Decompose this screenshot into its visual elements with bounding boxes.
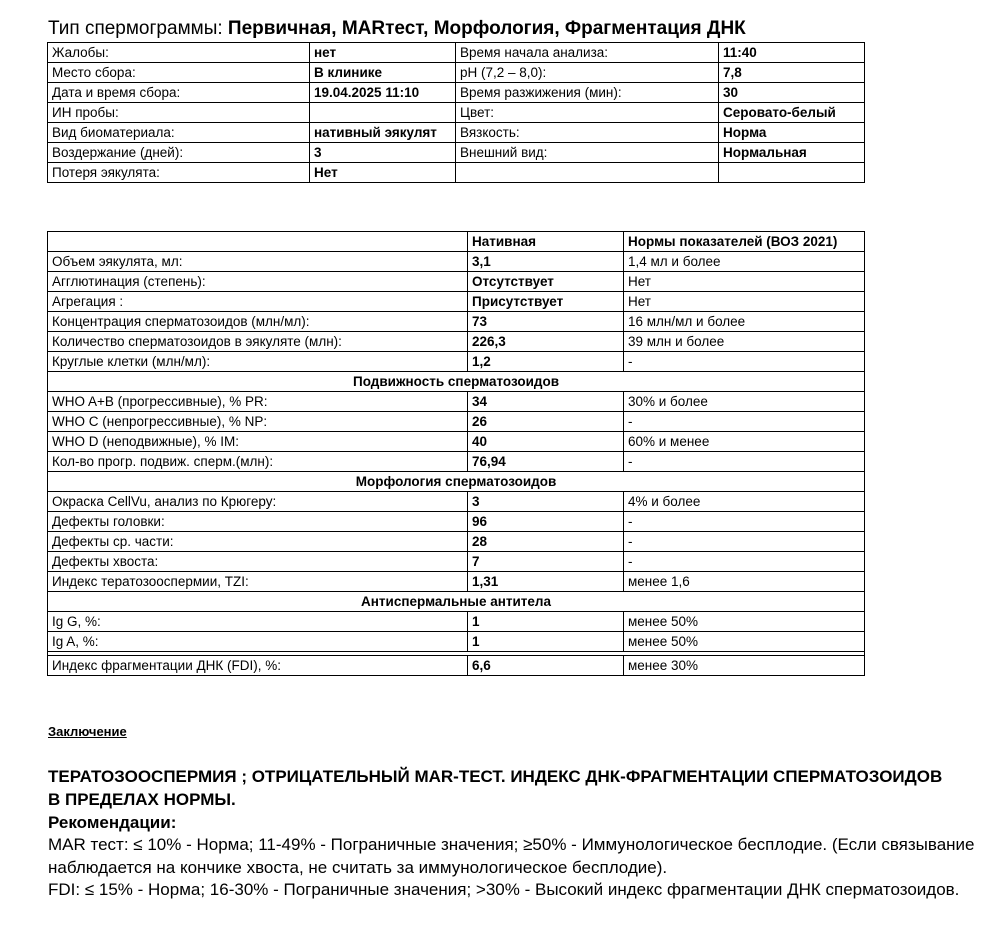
info-value-2: Нормальная (719, 143, 865, 163)
result-name: WHO A+B (прогрессивные), % PR: (48, 392, 468, 412)
result-norm: 60% и менее (624, 432, 865, 452)
result-row (48, 532, 865, 552)
result-name: Индекс фрагментации ДНК (FDI), %: (48, 656, 468, 676)
info-value-2: Норма (719, 123, 865, 143)
info-label-2: Время начала анализа: (456, 43, 719, 63)
info-row (48, 43, 865, 63)
result-row (48, 312, 865, 332)
result-norm: 39 млн и более (624, 332, 865, 352)
conclusion-label: Заключение (48, 724, 127, 739)
result-value: Присутствует (468, 292, 624, 312)
result-row (48, 332, 865, 352)
info-value: 19.04.2025 11:10 (310, 83, 456, 103)
result-value: 1,2 (468, 352, 624, 372)
title-prefix: Тип спермограммы: (48, 18, 228, 39)
result-name: Ig G, %: (48, 612, 468, 632)
result-name: Кол-во прогр. подвиж. сперм.(млн): (48, 452, 468, 472)
result-value: 3 (468, 492, 624, 512)
result-name: Дефекты хвоста: (48, 552, 468, 572)
result-row (48, 392, 865, 412)
result-value: 1 (468, 632, 624, 652)
result-norm: 30% и более (624, 392, 865, 412)
result-row (48, 452, 865, 472)
info-value: В клинике (310, 63, 456, 83)
result-norm: Нет (624, 292, 865, 312)
result-name: WHO D (неподвижные), % IM: (48, 432, 468, 452)
info-label: Дата и время сбора: (48, 83, 310, 103)
result-value: 73 (468, 312, 624, 332)
result-value: 28 (468, 532, 624, 552)
result-value: 40 (468, 432, 624, 452)
result-row (48, 272, 865, 292)
result-row (48, 512, 865, 532)
info-label-2 (456, 163, 719, 183)
result-row (48, 632, 865, 652)
result-row (48, 292, 865, 312)
result-name: Окраска CellVu, анализ по Крюгеру: (48, 492, 468, 512)
result-norm: Нет (624, 272, 865, 292)
result-norm: 4% и более (624, 492, 865, 512)
result-value: 7 (468, 552, 624, 572)
section-row (48, 592, 865, 612)
info-label: Потеря эякулята: (48, 163, 310, 183)
result-name: Агглютинация (степень): (48, 272, 468, 292)
result-norm: менее 1,6 (624, 572, 865, 592)
result-norm: - (624, 552, 865, 572)
result-name: Дефекты головки: (48, 512, 468, 532)
result-name: Количество сперматозоидов в эякуляте (млн): (48, 332, 468, 352)
result-name: Индекс тератозооспермии, TZI: (48, 572, 468, 592)
info-row (48, 103, 865, 123)
result-value: 1,31 (468, 572, 624, 592)
section-morphology: Морфология сперматозоидов (48, 472, 865, 492)
results-table (47, 231, 865, 676)
result-name: Объем эякулята, мл: (48, 252, 468, 272)
result-value: 6,6 (468, 656, 624, 676)
info-value-2 (719, 163, 865, 183)
result-row (48, 612, 865, 632)
recommendation-mar: MAR тест: ≤ 10% - Норма; 11-49% - Пограничные значения; ≥50% - Иммунологическое бесплодие. (Если связывание наблюдается на кончике хвоста, не считать за иммунологическое бесплодие). (48, 835, 975, 877)
info-value-2: 7,8 (719, 63, 865, 83)
results-header-row (48, 232, 865, 252)
result-norm: 16 млн/мл и более (624, 312, 865, 332)
info-label-2: Цвет: (456, 103, 719, 123)
result-name: Дефекты ср. части: (48, 532, 468, 552)
info-value: 3 (310, 143, 456, 163)
result-value: 76,94 (468, 452, 624, 472)
info-label-2: Время разжижения (мин): (456, 83, 719, 103)
section-motility: Подвижность сперматозоидов (48, 372, 865, 392)
info-label: Вид биоматериала: (48, 123, 310, 143)
info-row (48, 83, 865, 103)
result-norm: 1,4 мл и более (624, 252, 865, 272)
info-row (48, 63, 865, 83)
info-label: ИН пробы: (48, 103, 310, 123)
result-value: 96 (468, 512, 624, 532)
result-row (48, 252, 865, 272)
page-title (48, 18, 746, 40)
info-row (48, 123, 865, 143)
info-value: нет (310, 43, 456, 63)
result-row (48, 432, 865, 452)
result-norm: - (624, 512, 865, 532)
spermogram-type: Первичная, MARтест, Морфология, Фрагментация ДНК (227, 18, 746, 39)
result-row (48, 412, 865, 432)
info-row (48, 163, 865, 183)
result-name: Круглые клетки (млн/мл): (48, 352, 468, 372)
result-row-dna (48, 656, 865, 676)
result-name: Ig A, %: (48, 632, 468, 652)
info-value-2: Серовато-белый (719, 103, 865, 123)
result-name: Концентрация сперматозоидов (млн/мл): (48, 312, 468, 332)
result-row (48, 352, 865, 372)
recommendation-fdi: FDI: ≤ 15% - Норма; 16-30% - Пограничные значения; >30% - Высокий индекс фрагментации ДНК сперматозоидов. (48, 880, 960, 899)
info-label-2: Внешний вид: (456, 143, 719, 163)
info-table (47, 42, 865, 183)
info-label: Место сбора: (48, 63, 310, 83)
conclusion-text: ТЕРАТОЗООСПЕРМИЯ ; ОТРИЦАТЕЛЬНЫЙ MAR-ТЕСТ. ИНДЕКС ДНК-ФРАГМЕНТАЦИИ СПЕРМАТОЗОИДОВ В ПРЕДЕЛАХ НОРМЫ. (48, 767, 943, 809)
result-value: 3,1 (468, 252, 624, 272)
result-name: WHO C (непрогрессивные), % NP: (48, 412, 468, 432)
info-value (310, 103, 456, 123)
section-row (48, 372, 865, 392)
result-value: Отсутствует (468, 272, 624, 292)
info-label-2: pH (7,2 – 8,0): (456, 63, 719, 83)
info-value: Нет (310, 163, 456, 183)
info-label: Жалобы: (48, 43, 310, 63)
result-norm: - (624, 532, 865, 552)
result-norm: менее 30% (624, 656, 865, 676)
info-value-2: 11:40 (719, 43, 865, 63)
result-norm: - (624, 412, 865, 432)
section-antibodies: Антиспермальные антитела (48, 592, 865, 612)
result-value: 26 (468, 412, 624, 432)
section-row (48, 472, 865, 492)
result-value: 1 (468, 612, 624, 632)
result-norm: менее 50% (624, 612, 865, 632)
result-name: Агрегация : (48, 292, 468, 312)
info-row (48, 143, 865, 163)
info-value-2: 30 (719, 83, 865, 103)
result-value: 34 (468, 392, 624, 412)
col-norms-header: Нормы показателей (ВОЗ 2021) (624, 232, 865, 252)
results-header-empty (48, 232, 468, 252)
result-value: 226,3 (468, 332, 624, 352)
info-label-2: Вязкость: (456, 123, 719, 143)
info-value: нативный эякулят (310, 123, 456, 143)
result-row (48, 572, 865, 592)
result-norm: менее 50% (624, 632, 865, 652)
result-norm: - (624, 352, 865, 372)
col-native-header: Нативная (468, 232, 624, 252)
result-row (48, 552, 865, 572)
recommendations-title: Рекомендации: (48, 813, 177, 832)
result-row (48, 492, 865, 512)
info-label: Воздержание (дней): (48, 143, 310, 163)
result-norm: - (624, 452, 865, 472)
